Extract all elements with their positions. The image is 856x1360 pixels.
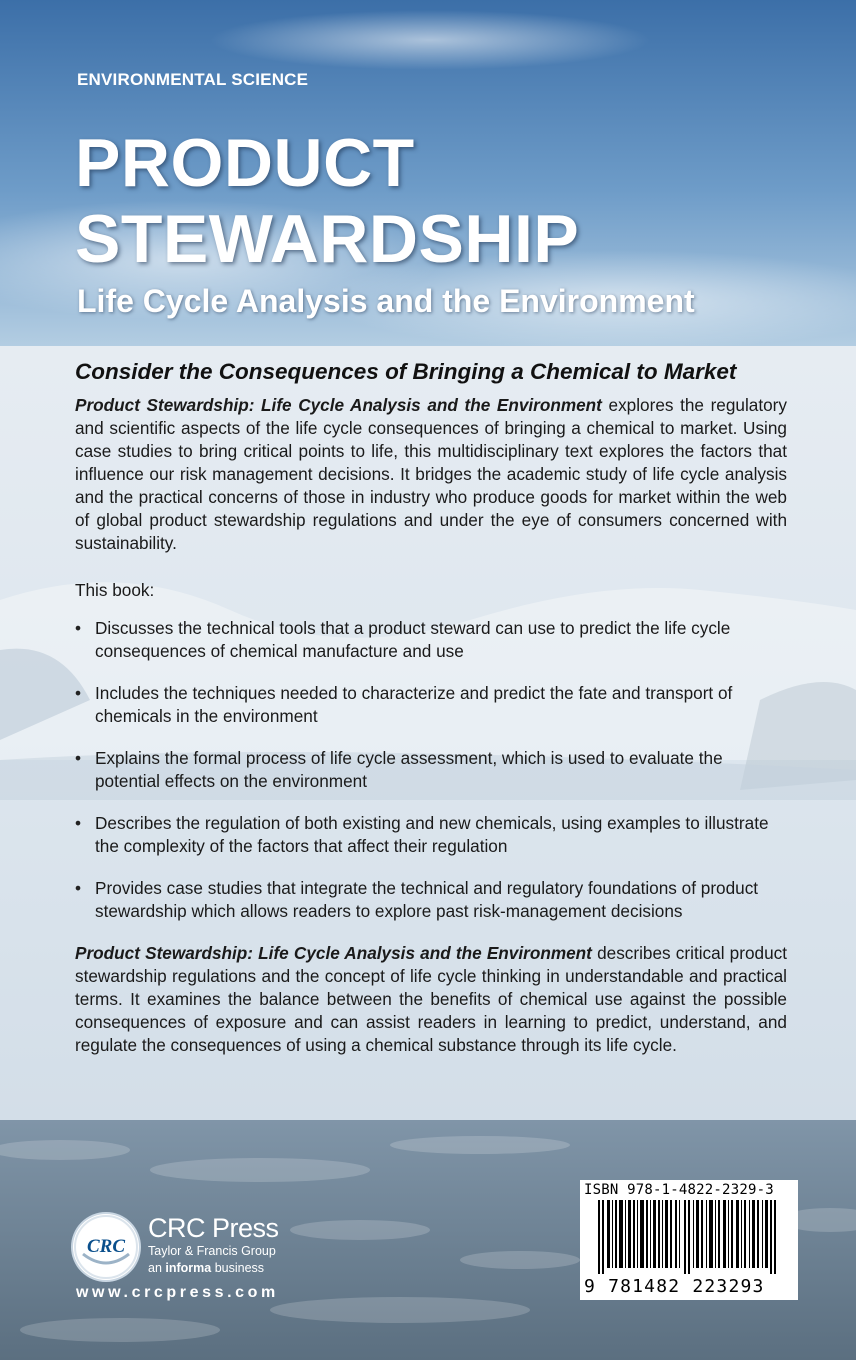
feature-item: • Explains the formal process of life cycle assessment, which is used to evaluate the potential effects on the environment	[75, 747, 787, 793]
category-label: ENVIRONMENTAL SCIENCE	[77, 70, 309, 89]
publisher-informa: an informa business	[148, 1261, 265, 1275]
crc-logo	[73, 1214, 139, 1280]
tagline: Consider the Consequences of Bringing a Chemical to Market	[75, 359, 737, 384]
barcode-digits: 9 781482 223293	[584, 1276, 765, 1297]
book-title	[75, 125, 815, 277]
feature-item: • Provides case studies that integrate the technical and regulatory foundations of product stewardship which allows readers to explore past risk-management decisions	[75, 877, 787, 923]
svg-text:CRC: CRC	[86, 1236, 126, 1257]
barcode-bars	[598, 1200, 788, 1274]
crc-logo-icon	[73, 1214, 139, 1280]
publisher-block	[148, 1213, 279, 1276]
title-line-1: PRODUCT	[75, 125, 415, 201]
description-text: explores the regulatory and scientific aspects of the life cycle consequences of bringing a chemical to market. Using case studies to bring critical points to life, this multidisciplinary text explores the factors that influence our risk management decisions. It bridges the academic study of life cycle analysis and the practical concerns of those in industry who produce goods for market within the web of global product stewardship regulations and under the eye of consumers concerned with sustainability.	[75, 395, 788, 553]
intro-text: This book:	[75, 580, 155, 600]
closing-text: describes critical product stewardship regulations and the concept of life cycle thinking in understandable and practical terms. It examines the balance between the benefits of chemical use against the possible consequences of exposure and can assist readers in learning to predict, understand, and regulate the consequences of using a chemical substance through its life cycle.	[75, 943, 788, 1055]
book-subtitle: Life Cycle Analysis and the Environment	[77, 283, 695, 319]
back-cover-blurb	[75, 356, 787, 1057]
closing-paragraph	[75, 942, 787, 1057]
description-book-title: Product Stewardship: Life Cycle Analysis and the Environment	[75, 395, 602, 415]
feature-item: • Describes the regulation of both existing and new chemicals, using examples to illustrate the complexity of the factors that affect their regulation	[75, 812, 787, 858]
isbn-label: ISBN 978-1-4822-2329-3	[584, 1182, 774, 1198]
description-paragraph	[75, 394, 787, 555]
isbn-barcode	[580, 1180, 798, 1300]
feature-item: • Includes the techniques needed to characterize and predict the fate and transport of chemicals in the environment	[75, 682, 787, 728]
closing-book-title: Product Stewardship: Life Cycle Analysis and the Environment	[75, 943, 592, 963]
feature-item: • Discusses the technical tools that a product steward can use to predict the life cycle consequences of chemical manufacture and use	[75, 617, 787, 663]
title-line-2: STEWARDSHIP	[75, 201, 580, 277]
publisher-name: CRC Press	[148, 1213, 279, 1243]
feature-list	[75, 617, 787, 923]
publisher-website[interactable]: www.crcpress.com	[76, 1284, 279, 1301]
publisher-group: Taylor & Francis Group	[148, 1244, 276, 1258]
